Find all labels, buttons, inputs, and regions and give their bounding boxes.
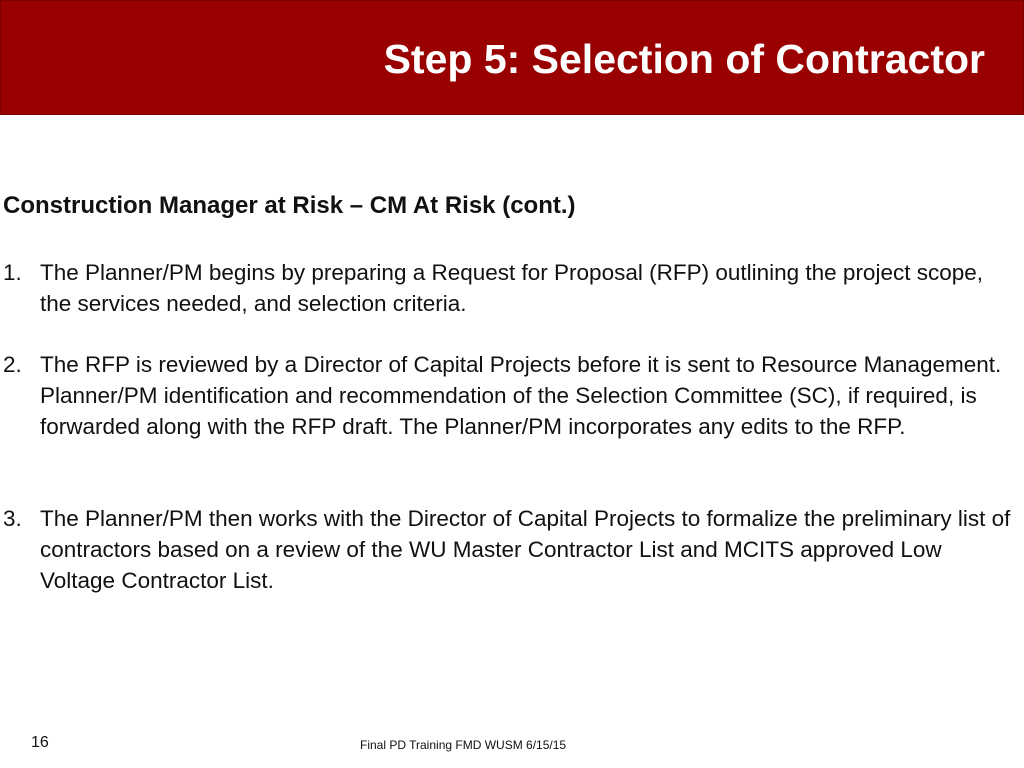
list-item <box>0 349 1020 442</box>
list-item-text: The RFP is reviewed by a Director of Capital Projects before it is sent to Resource Management. Planner/PM identification and recommendation of the Selection Committee (SC), if required, is forwarded along with the RFP draft. The Planner/PM incorporates any edits to the RFP. <box>40 352 1002 439</box>
title-bar <box>0 0 1024 115</box>
list-item-text: The Planner/PM begins by preparing a Request for Proposal (RFP) outlining the project scope, the services needed, and selection criteria. <box>40 260 984 316</box>
list-item-text: The Planner/PM then works with the Director of Capital Projects to formalize the preliminary list of contractors based on a review of the WU Master Contractor List and MCITS approved Low Voltage Contractor List. <box>40 506 1011 593</box>
list-item <box>0 257 1020 319</box>
page-number: 16 <box>31 734 49 751</box>
list-item-number: 2. <box>3 352 22 377</box>
slide-subheading: Construction Manager at Risk – CM At Risk (cont.) <box>3 192 576 219</box>
list-item <box>0 503 1020 596</box>
footer-text: Final PD Training FMD WUSM 6/15/15 <box>360 738 567 752</box>
list-item-number: 3. <box>3 506 22 531</box>
slide-title: Step 5: Selection of Contractor <box>383 36 985 82</box>
list-item-number: 1. <box>3 260 22 285</box>
